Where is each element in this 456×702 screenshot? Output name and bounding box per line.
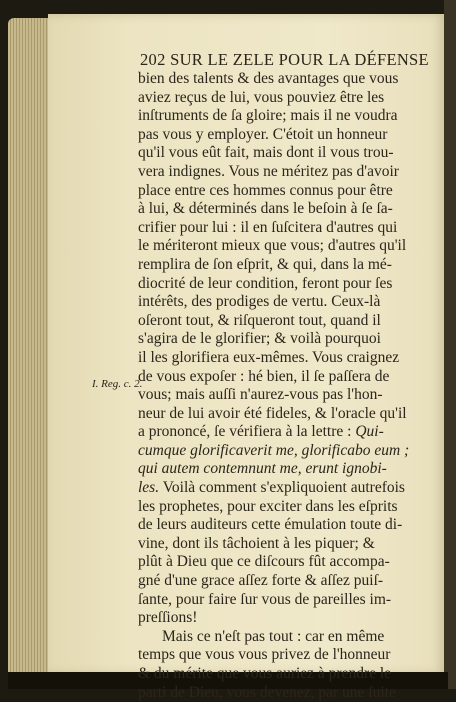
text-line (138, 423, 438, 442)
text-line (138, 312, 438, 331)
line-text: vera indignes. Vous ne méritez pas d'avoir (138, 162, 399, 180)
text-line (138, 200, 438, 219)
line-text: vous; mais auſſi n'aurez-vous pas l'hon- (138, 386, 383, 404)
line-text: a prononcé, ſe vérifiera à la lettre : (138, 423, 356, 441)
text-line (138, 182, 438, 201)
body-text (138, 70, 438, 702)
line-text: le mériteront mieux que vous; d'autres qu'il (138, 237, 407, 255)
text-line (138, 107, 438, 126)
line-text: pas vous y employer. C'étoit un honneur (138, 125, 388, 143)
text-line (138, 386, 438, 405)
latin-quote: les. (138, 479, 160, 497)
line-text: parti de Dieu, vous devenez, par une ſuite (138, 683, 396, 701)
line-text: diocrité de leur condition, feront pour ſes (138, 274, 393, 292)
line-text: place entre ces hommes connus pour être (138, 181, 393, 199)
text-line (138, 609, 438, 628)
text-line (138, 646, 438, 665)
line-text: inſtruments de ſa gloire; mais il ne voudra (138, 107, 398, 125)
line-text: Voilà comment s'expliquoient autrefois (159, 479, 405, 497)
line-text: il les glorifiera eux-mêmes. Vous craignez (138, 348, 400, 366)
line-text: preſſions! (138, 609, 198, 627)
latin-quote: qui autem contemnunt me, erunt ignobi- (138, 460, 387, 478)
text-line (138, 293, 438, 312)
line-text: ſante, pour faire ſur vous de pareilles im- (138, 590, 392, 608)
text-line (138, 665, 438, 684)
running-title: SUR LE ZELE POUR LA DÉFENSE (170, 50, 429, 69)
line-text: à lui, & déterminés dans le beſoin à ſe ſa- (138, 200, 393, 218)
running-head (140, 50, 440, 70)
line-text: de vous expoſer : hé bien, il ſe paſſera de (138, 367, 390, 385)
text-line (138, 460, 438, 479)
line-text: intérêts, des prodiges de vertu. Ceux-là (138, 293, 381, 311)
text-line (138, 330, 438, 349)
text-line (138, 479, 438, 498)
text-line (138, 516, 438, 535)
line-text: qu'il vous eût fait, mais dont il vous trou- (138, 144, 394, 162)
text-line (138, 89, 438, 108)
line-text: de leurs auditeurs cette émulation toute di- (138, 516, 403, 534)
text-line (138, 144, 438, 163)
text-line (138, 219, 438, 238)
line-text: crifier pour lui : il en ſuſcitera d'autres qui (138, 218, 398, 236)
line-text: gné d'une grace aſſez forte & aſſez puiſ- (138, 572, 384, 590)
text-line (138, 275, 438, 294)
latin-quote: cumque glorificaverit me, glorificabo eum ; (138, 441, 410, 459)
text-line (138, 237, 438, 256)
text-line (138, 70, 438, 89)
line-text: & du mérite que vous auriez à prendre le (138, 665, 392, 682)
margin-reference: I. Reg. c. 2. (92, 378, 143, 390)
text-line (138, 591, 438, 610)
text-line (138, 256, 438, 275)
line-text: oſeront tout, & riſqueront tout, quand il (138, 311, 381, 329)
page-number: 202 (140, 50, 166, 69)
text-line (138, 349, 438, 368)
line-text: Mais ce n'eſt pas tout : car en même (162, 627, 385, 645)
text-line (138, 572, 438, 591)
line-text: vine, dont ils tâchoient à les piquer; & (138, 534, 375, 552)
line-text: plût à Dieu que ce diſcours fût accompa- (138, 553, 390, 571)
line-text: aviez reçus de lui, vous pouviez être les (138, 88, 385, 106)
text-line (138, 628, 438, 647)
text-line (138, 498, 438, 517)
line-text: neur de lui avoir été fideles, & l'oracle qu'il (138, 404, 407, 422)
text-line (138, 442, 438, 461)
line-text: temps que vous vous privez de l'honneur (138, 646, 391, 664)
text-line (138, 553, 438, 572)
text-line (138, 126, 438, 145)
text-line (138, 535, 438, 554)
line-text: remplira de ſon eſprit, & qui, dans la mé- (138, 255, 392, 273)
text-line (138, 405, 438, 424)
text-line (138, 163, 438, 182)
line-text: s'agira de le glorifier; & voilà pourquoi (138, 330, 381, 348)
line-text: bien des talents & des avantages que vous (138, 70, 399, 87)
line-text: les prophetes, pour exciter dans les eſprits (138, 497, 398, 515)
binding-edge (444, 0, 456, 689)
text-line (138, 684, 438, 702)
text-line (138, 368, 438, 387)
latin-quote: Qui- (355, 423, 384, 441)
